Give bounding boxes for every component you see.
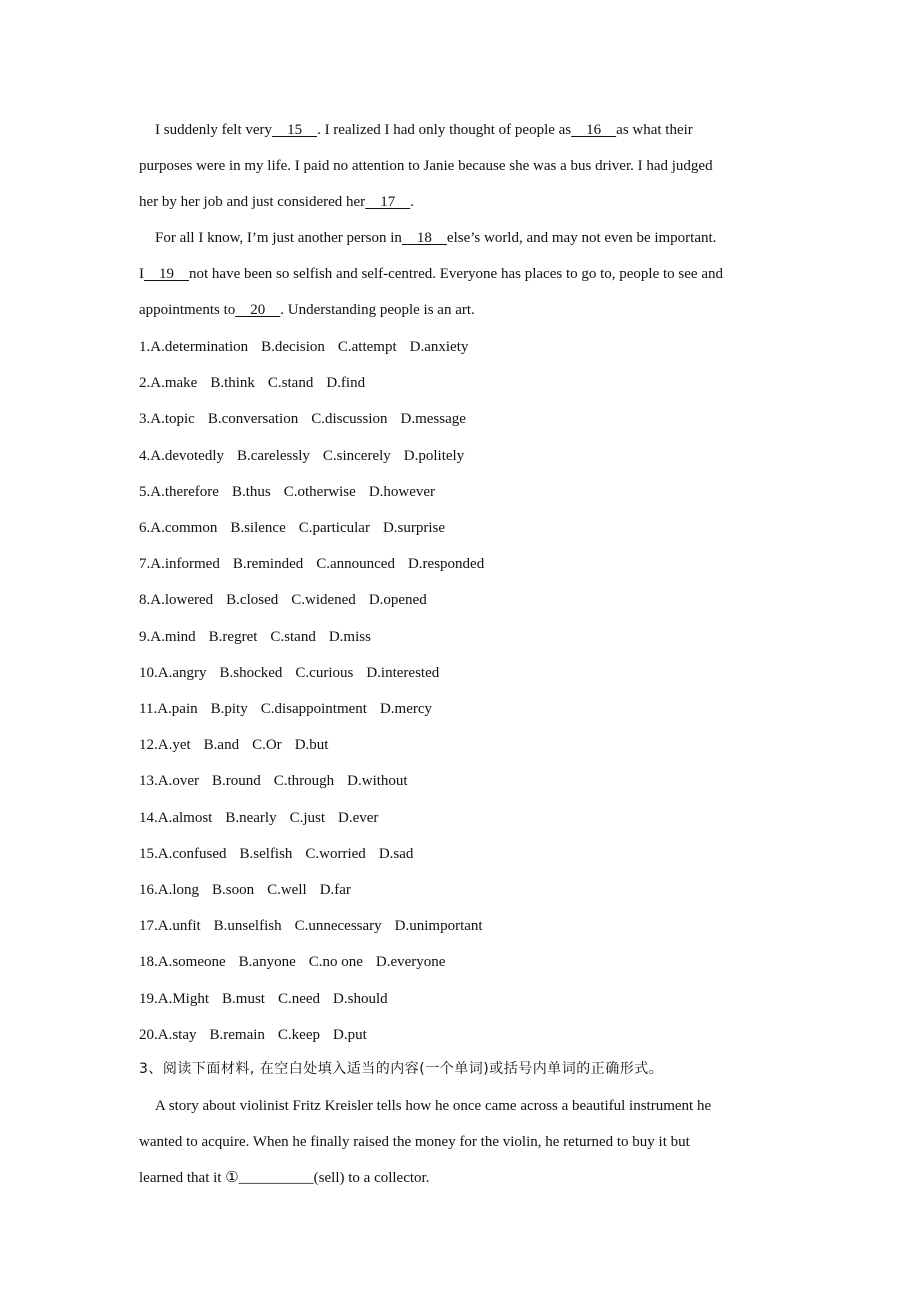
blank-18: 18 <box>401 230 447 246</box>
question-number: 10. <box>139 665 158 681</box>
question-option: A.unfit <box>157 918 201 934</box>
question-option: B.pity <box>210 701 248 717</box>
question-option: A.therefore <box>150 484 219 500</box>
question-option: C.worried <box>305 846 366 862</box>
question-option: D.ever <box>338 810 379 826</box>
question-number: 16. <box>139 882 158 898</box>
question-number: 12. <box>139 737 158 753</box>
question-option: A.topic <box>150 411 195 427</box>
blank-17: 17 <box>365 194 411 210</box>
passage-p1-line1 <box>155 120 693 140</box>
section3-line1: A story about violinist Fritz Kreisler tells how he once came across a beautiful instrument he <box>155 1098 712 1114</box>
passage-text: not have been so selfish and self-centred. Everyone has places to go to, people to see and <box>189 266 723 282</box>
question-option: D.put <box>332 1027 367 1043</box>
question-option: B.shocked <box>219 665 283 681</box>
question-row <box>139 699 432 719</box>
question-option: C.disappointment <box>260 701 367 717</box>
question-option: B.reminded <box>232 556 304 572</box>
question-option: C.otherwise <box>283 484 356 500</box>
question-option: D.message <box>400 411 466 427</box>
question-row <box>139 844 413 864</box>
question-option: B.closed <box>226 592 279 608</box>
question-option: A.devotedly <box>150 448 224 464</box>
question-option: A.over <box>157 773 199 789</box>
question-option: D.miss <box>328 629 371 645</box>
question-number: 11. <box>139 701 158 717</box>
question-option: B.soon <box>212 882 255 898</box>
question-number: 8. <box>139 592 151 608</box>
question-option: A.make <box>150 375 198 391</box>
question-option: B.unselfish <box>213 918 282 934</box>
question-option: B.round <box>212 773 261 789</box>
question-option: A.lowered <box>150 592 214 608</box>
question-option: C.well <box>267 882 307 898</box>
passage-p1-line3 <box>139 192 414 212</box>
blank-16: 16 <box>571 122 617 138</box>
question-option: C.widened <box>291 592 356 608</box>
question-option: D.anxiety <box>409 339 469 355</box>
question-option: A.pain <box>157 701 198 717</box>
blank-1: ①__________ <box>225 1170 314 1186</box>
question-row <box>139 916 483 936</box>
blank-19: 19 <box>144 266 189 282</box>
question-option: B.remain <box>209 1027 265 1043</box>
question-row <box>139 808 378 828</box>
question-option: B.think <box>210 375 255 391</box>
question-option: D.opened <box>368 592 427 608</box>
question-option: C.sincerely <box>322 448 391 464</box>
question-option: D.far <box>319 882 351 898</box>
question-option: D.unimportant <box>394 918 483 934</box>
question-option: D.interested <box>366 665 440 681</box>
section3-line3 <box>139 1168 429 1188</box>
question-number: 6. <box>139 520 151 536</box>
question-row <box>139 1025 367 1045</box>
blank-15: 15 <box>272 122 318 138</box>
passage-text: her by her job and just considered her <box>139 194 366 210</box>
passage-text: learned that it <box>139 1170 226 1186</box>
question-option: D.mercy <box>379 701 433 717</box>
question-option: D.but <box>294 737 329 753</box>
passage-text: (sell) to a collector. <box>313 1170 430 1186</box>
question-option: C.announced <box>316 556 395 572</box>
passage-text: I suddenly felt very <box>155 122 273 138</box>
question-option: A.stay <box>157 1027 197 1043</box>
passage-p2-line3 <box>139 300 475 320</box>
question-option: A.confused <box>157 846 227 862</box>
question-option: D.should <box>333 991 388 1007</box>
question-option: C.particular <box>298 520 370 536</box>
passage-text: For all I know, I’m just another person in <box>155 230 402 246</box>
question-option: C.Or <box>252 737 282 753</box>
question-option: D.politely <box>403 448 465 464</box>
passage-text: . I realized I had only thought of people as <box>317 122 572 138</box>
question-option: C.stand <box>270 629 316 645</box>
question-number: 13. <box>139 773 158 789</box>
question-option: A.mind <box>150 629 196 645</box>
question-option: D.without <box>347 773 408 789</box>
question-option: B.thus <box>231 484 271 500</box>
question-number: 14. <box>139 810 158 826</box>
question-row <box>139 482 435 502</box>
question-number: 2. <box>139 375 151 391</box>
question-option: B.decision <box>261 339 325 355</box>
question-option: C.stand <box>267 375 314 391</box>
question-number: 18. <box>139 954 158 970</box>
question-number: 4. <box>139 448 151 464</box>
question-option: D.sad <box>378 846 414 862</box>
question-option: B.anyone <box>238 954 296 970</box>
question-row <box>139 771 408 791</box>
question-option: A.long <box>157 882 199 898</box>
question-option: A.yet <box>157 737 191 753</box>
passage-text: . Understanding people is an art. <box>280 302 475 318</box>
question-row <box>139 735 328 755</box>
question-row <box>139 952 445 972</box>
question-row <box>139 373 365 393</box>
question-option: C.attempt <box>337 339 397 355</box>
blank-20: 20 <box>235 302 281 318</box>
question-option: D.find <box>326 375 366 391</box>
section3-line2: wanted to acquire. When he finally raised the money for the violin, he returned to buy it but <box>139 1134 690 1150</box>
question-option: B.nearly <box>225 810 277 826</box>
question-row <box>139 337 468 357</box>
question-option: C.curious <box>295 665 354 681</box>
question-option: C.discussion <box>311 411 388 427</box>
question-option: A.Might <box>157 991 210 1007</box>
question-number: 15. <box>139 846 158 862</box>
question-option: C.unnecessary <box>294 918 382 934</box>
question-option: A.informed <box>150 556 220 572</box>
question-row <box>139 554 484 574</box>
section3-instruction: 3、阅读下面材料, 在空白处填入适当的内容(一个单词)或括号内单词的正确形式。 <box>139 1061 664 1077</box>
question-row <box>139 409 466 429</box>
passage-text: as what their <box>616 122 693 138</box>
question-option: B.must <box>222 991 265 1007</box>
question-row <box>139 518 445 538</box>
passage-p1-line2: purposes were in my life. I paid no attention to Janie because she was a bus driver. I had judged <box>139 158 713 174</box>
question-option: B.conversation <box>207 411 299 427</box>
question-option: B.silence <box>230 520 286 536</box>
question-option: B.selfish <box>239 846 293 862</box>
question-option: D.surprise <box>382 520 446 536</box>
question-option: A.determination <box>150 339 249 355</box>
question-option: C.keep <box>277 1027 320 1043</box>
question-option: A.angry <box>157 665 207 681</box>
question-option: A.common <box>150 520 218 536</box>
question-option: B.regret <box>208 629 258 645</box>
question-option: C.just <box>289 810 326 826</box>
question-row <box>139 880 351 900</box>
passage-p2-line2 <box>139 264 723 284</box>
question-option: B.and <box>203 737 240 753</box>
question-number: 17. <box>139 918 158 934</box>
question-row <box>139 989 388 1009</box>
passage-text: appointments to <box>139 302 236 318</box>
question-number: 20. <box>139 1027 158 1043</box>
question-option: C.no one <box>308 954 363 970</box>
question-option: A.almost <box>157 810 213 826</box>
passage-text: else’s world, and may not even be important. <box>446 230 717 246</box>
question-row <box>139 446 464 466</box>
passage-p2-line1 <box>155 228 716 248</box>
question-number: 7. <box>139 556 151 572</box>
question-option: B.carelessly <box>236 448 310 464</box>
question-row <box>139 627 371 647</box>
question-number: 3. <box>139 411 151 427</box>
question-row <box>139 590 427 610</box>
question-row <box>139 663 439 683</box>
question-option: C.through <box>273 773 335 789</box>
passage-text: . <box>410 194 414 210</box>
question-number: 19. <box>139 991 158 1007</box>
question-option: D.responded <box>407 556 485 572</box>
question-number: 5. <box>139 484 151 500</box>
question-number: 1. <box>139 339 151 355</box>
passage-text: I <box>139 266 144 282</box>
question-option: D.everyone <box>375 954 446 970</box>
question-number: 9. <box>139 629 151 645</box>
question-option: A.someone <box>157 954 226 970</box>
question-option: D.however <box>368 484 436 500</box>
question-option: C.need <box>277 991 321 1007</box>
